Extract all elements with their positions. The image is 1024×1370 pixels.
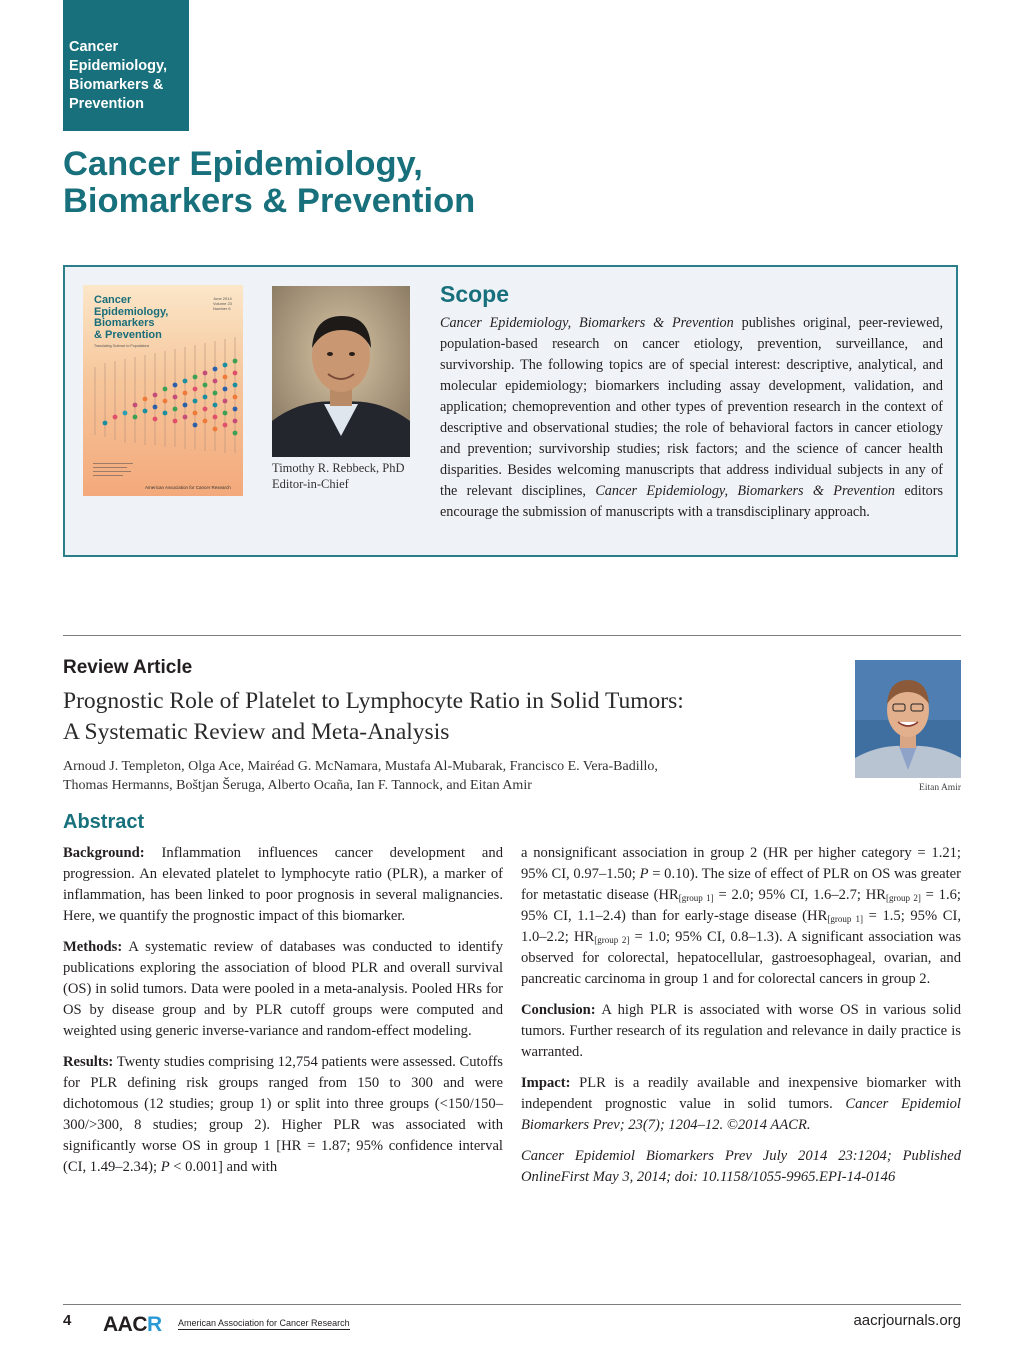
impact-citation: Cancer Epidemiol Biomarkers Prev; 23(7); 1204–12. ©2014 AACR. [521,1096,961,1133]
subscript-group1: [group 1] [678,893,714,903]
editor-photo [272,286,410,457]
author-photo-caption: Eitan Amir [919,783,961,793]
scope-heading: Scope [440,281,510,307]
abstract-left-column [63,843,503,1188]
abstract-results-cont [521,843,961,990]
abstract-heading: Abstract [63,811,145,833]
journal-cover-image [83,285,243,496]
aacr-logo [103,1313,162,1337]
article-citation: Cancer Epidemiol Biomarkers Prev July 2014 23:1204; Published OnlineFirst May 3, 2014; doi: 10.1158/1055-9965.EPI-14-0146 [521,1148,961,1185]
journal-title: Cancer Epidemiology, Biomarkers & Prevention [63,145,476,220]
abstract-background [63,843,503,927]
results-text-d: = 2.0; 95% CI, 1.6–2.7; HR [713,887,886,903]
scope-panel [63,265,958,557]
methods-label: Methods: [63,939,123,955]
aacr-logo-accent: R [147,1313,162,1336]
results-cont-text: a nonsignificant association in group 2 (HR per higher category = 1.21; 95% CI, 0.97–1.50; [521,845,961,882]
methods-text: A systematic review of databases was conducted to identify publications exploring the association of blood PLR and overall survival (OS) in solid tumors. Data were pooled in a meta-analysis. Pooled HRs for OS by disease group and by PLR cutoff groups were computed and weighted using generic inverse-variance and random-effect modeling. [63,939,503,1039]
aacr-society-name: American Association for Cancer Research [178,1318,350,1328]
aacr-logo-text: AAC [103,1313,147,1336]
page-number: 4 [63,1312,72,1329]
editor-caption: Timothy R. Rebbeck, PhD Editor-in-Chief [272,461,405,491]
background-label: Background: [63,845,145,861]
section-divider [63,635,961,636]
impact-label: Impact: [521,1075,571,1091]
article-authors: Arnoud J. Templeton, Olga Ace, Mairéad G. McNamara, Mustafa Al-Mubarak, Francisco E. Vera-Badillo, Thomas Hermanns, Boštjan Šeruga, Alberto Ocaña, Ian F. Tannock, and Eitan Amir [63,759,658,793]
results-text-e: = 1.6; 95% CI, 1.1–2.4) than for early-stage disease (HR [521,887,961,924]
scope-description [440,313,943,523]
cover-title: Cancer Epidemiology, Biomarkers & Prevention [94,294,169,341]
scope-text-part2: editors encourage the submission of manuscripts with a transdisciplinary approach. [440,483,943,520]
article-title: Prognostic Role of Platelet to Lymphocyte Ratio in Solid Tumors: A Systematic Review and Meta-Analysis [63,688,684,745]
cover-issue-date: June 2014 Volume 23 Number 6 [213,296,232,311]
results-text-f: = 1.5; 95% CI, 1.0–2.2; HR [521,908,961,945]
results-text-c: = 0.10). The size of effect of PLR on OS was greater for metastatic disease (HR [521,866,961,903]
cover-subtitle: Translating Science to Populations [94,344,150,348]
scope-journal-name: Cancer Epidemiology, Biomarkers & Prevention [440,315,734,331]
impact-text: PLR is a readily available and inexpensive biomarker with independent prognostic value in solid tumors. [521,1075,961,1112]
author-portrait-graphic [855,660,961,778]
background-text: Inflammation influences cancer development and progression. An elevated platelet to lymphocyte ratio (PLR), a marker of inflammation, has been linked to poor prognosis in several malignancies. Here, we quantify the prognostic impact of this biomarker. [63,845,503,924]
abstract-methods [63,937,503,1042]
abstract-conclusion [521,1000,961,1063]
results-label: Results: [63,1054,114,1070]
scope-text-part1: publishes original, peer-reviewed, population-based research on cancer etiology, prevention, surveillance, and survivorship. The following topics are of special interest: descriptive, analytical, and molecular epidemiology; biomarkers including assay development, validation, and application; chemoprevention and other types of prevention research in the context of descriptive and observational studies; the role of behavioral factors in cancer etiology and prevention; survivorship studies; risk factors; and the science of cancer health disparities. Besides welcoming manuscripts that address individual subjects in any of the relevant disciplines, [440,315,944,499]
results-text-b-left: < 0.001] and with [169,1159,278,1175]
results-text-a: Twenty studies comprising 12,754 patients were assessed. Cutoffs for PLR defining risk groups ranged from 150 to 300 and were dichotomous (12 studies; group 1) or split into three groups (<150/150–300/>300, 8 studies; group 2). Higher PLR was associated with significantly worse OS in group 1 [HR = 1.87; 95% confidence interval (CI, 1.49–2.34); [63,1054,503,1175]
subscript-group1b: [group 1] [827,914,864,924]
abstract-results [63,1052,503,1178]
results-p-symbol-2: P [639,866,649,882]
results-text-g: = 1.0; 95% CI, 0.8–1.3). A significant association was observed for colorectal, hepatocellular, gastroesophageal, ovarian, and pancreatic carcinoma in group 1 and for colorectal cancers in group 2. [521,929,962,987]
article-type: Review Article [63,657,193,678]
conclusion-label: Conclusion: [521,1002,596,1018]
editor-portrait-graphic [272,286,410,457]
abstract-right-column [521,843,961,1198]
journal-website: aacrjournals.org [853,1312,961,1329]
journal-masthead-box [63,0,189,131]
cover-society: American Association for Cancer Research [145,485,231,490]
subscript-group2b: [group 2] [594,935,630,945]
author-photo [855,660,961,778]
subscript-group2: [group 2] [886,893,921,903]
abstract-impact [521,1073,961,1136]
footer-divider [63,1304,961,1305]
conclusion-text: A high PLR is associated with worse OS in various solid tumors. Further research of its regulation and relevance in daily practice is warranted. [521,1002,961,1060]
scope-journal-name-2: Cancer Epidemiology, Biomarkers & Prevention [595,483,896,499]
masthead-label: Cancer Epidemiology, Biomarkers & Prevention [69,39,168,112]
results-p-symbol: P [160,1159,170,1175]
